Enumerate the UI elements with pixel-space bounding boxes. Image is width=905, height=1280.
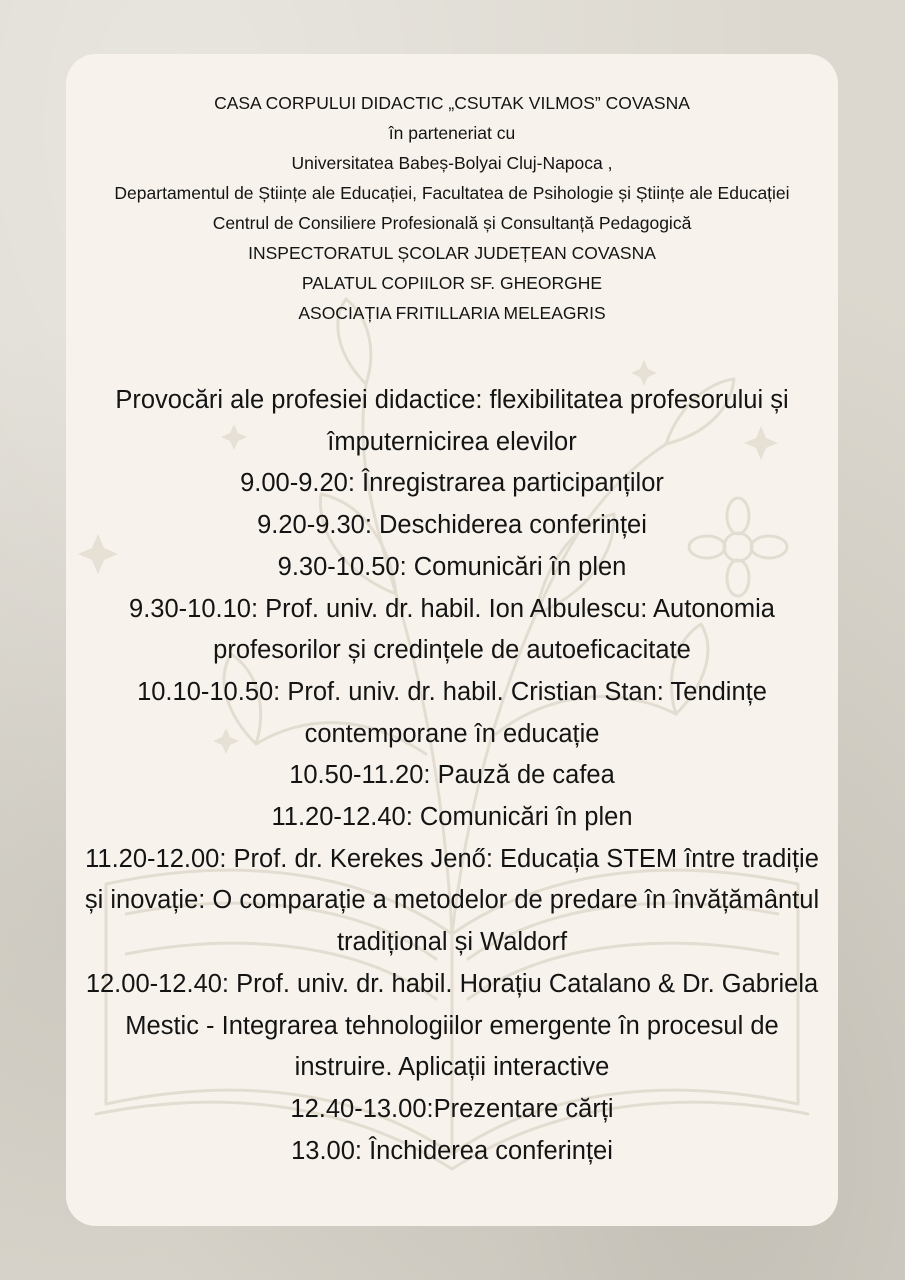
program-item: 9.30-10.10: Prof. univ. dr. habil. Ion Albulescu: Autonomia profesorilor și credințele de autoeficacitate [129, 594, 775, 665]
organizers-header [66, 88, 838, 328]
organizer-line: în parteneriat cu [388, 123, 516, 143]
organizer-line: Departamentul de Științe ale Educației, Facultatea de Psihologie și Științe ale Educației [114, 183, 790, 203]
program-item: 9.00-9.20: Înregistrarea participanților [240, 469, 664, 498]
program-item: 11.20-12.40: Comunicări în plen [271, 803, 633, 832]
program-item: 12.00-12.40: Prof. univ. dr. habil. Horațiu Catalano & Dr. Gabriela Mestic - Integrarea tehnologiilor emergente în procesul de instruire. Aplicații interactive [85, 969, 819, 1082]
organizer-line: Universitatea Babeș-Bolyai Cluj-Napoca , [291, 153, 613, 173]
program-item: 10.10-10.50: Prof. univ. dr. habil. Cristian Stan: Tendințe contemporane în educație [137, 677, 767, 748]
program-item: 10.50-11.20: Pauză de cafea [289, 761, 615, 790]
program-item: 12.40-13.00:Prezentare cărți [290, 1094, 614, 1123]
program-item: 9.30-10.50: Comunicări în plen [277, 552, 627, 581]
program-item: 9.20-9.30: Deschiderea conferinței [257, 511, 647, 540]
conference-title: Provocări ale profesiei didactice: flexibilitatea profesorului și împuternicirea elevilor [115, 386, 789, 456]
program-item: 13.00: Închiderea conferinței [291, 1136, 613, 1165]
organizer-line: ASOCIAȚIA FRITILLARIA MELEAGRIS [298, 303, 606, 323]
organizer-line: CASA CORPULUI DIDACTIC „CSUTAK VILMOS” COVASNA [214, 93, 690, 113]
organizer-line: PALATUL COPIILOR SF. GHEORGHE [301, 273, 603, 293]
organizer-line: Centrul de Consiliere Profesională și Consultanță Pedagogică [212, 213, 692, 233]
organizer-line: INSPECTORATUL ȘCOLAR JUDEȚEAN COVASNA [248, 243, 656, 263]
conference-program [80, 380, 824, 1172]
program-item: 11.20-12.00: Prof. dr. Kerekes Jenő: Educația STEM între tradiție și inovație: O comparație a metodelor de predare în învățământul tradițional și Waldorf [84, 844, 820, 957]
content-card [66, 54, 838, 1226]
